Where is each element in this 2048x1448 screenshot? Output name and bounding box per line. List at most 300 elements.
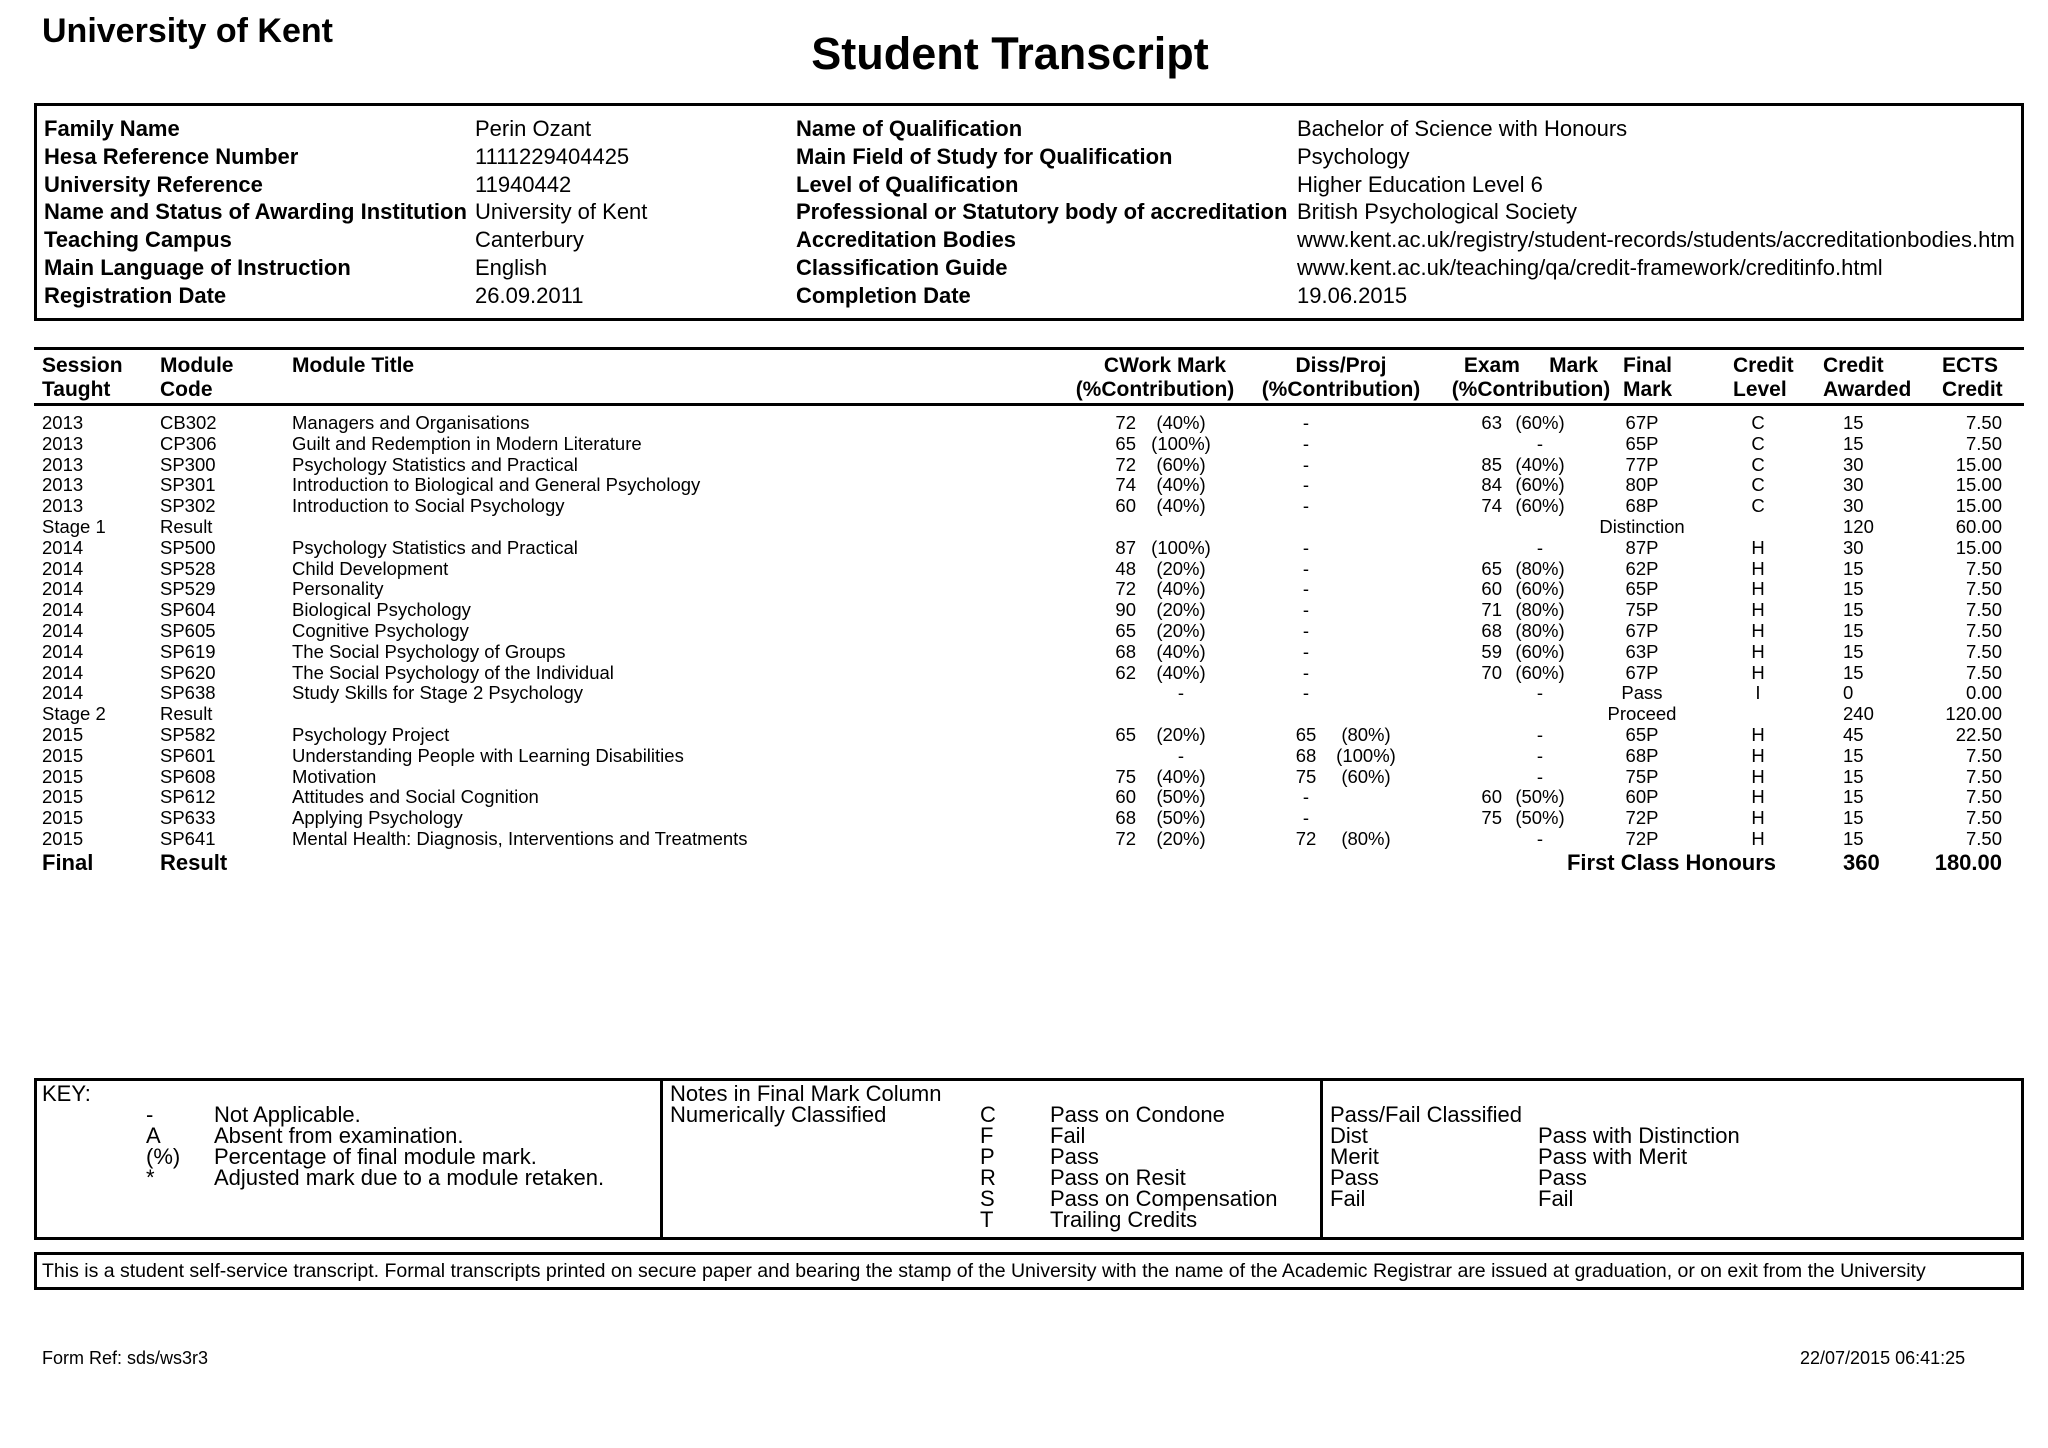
key-description: Absent from examination. [214, 1123, 464, 1148]
final-mark-cell: 65P [1625, 432, 1659, 454]
diss-pct-cell: (100%) [1336, 744, 1396, 766]
diss-mark-cell: - [1302, 495, 1310, 517]
module-code-cell: Result [160, 703, 213, 725]
institution-name: University of Kent [42, 12, 333, 50]
exam-mark-cell: 75 [1481, 807, 1502, 829]
passfail-symbol: Dist [1330, 1123, 1368, 1148]
diss-mark-cell: - [1302, 661, 1310, 683]
info-value: www.kent.ac.uk/teaching/qa/credit-framework/creditinfo.html [1297, 255, 1883, 280]
info-value: 19.06.2015 [1297, 282, 1408, 308]
module-code-cell: SP302 [160, 495, 216, 517]
session-cell: 2015 [42, 765, 84, 787]
module-code-cell: SP620 [160, 661, 216, 683]
session-cell: 2014 [42, 536, 84, 558]
credit-awarded-cell: 120 [1843, 516, 1874, 537]
module-code-cell: SP529 [160, 578, 216, 600]
cwork-pct-cell: (20%) [1156, 828, 1206, 849]
final-mark-cell: 60P [1625, 786, 1659, 808]
diss-mark-cell: - [1302, 640, 1310, 662]
table-row [0, 724, 2048, 745]
ects-cell: 22.50 [1955, 724, 2002, 745]
exam-pct-cell: (60%) [1515, 640, 1565, 662]
table-row [0, 828, 2048, 849]
module-title-cell: Applying Psychology [292, 807, 463, 829]
key-title: KEY: [42, 1081, 91, 1106]
final-mark-cell: 72P [1625, 828, 1659, 849]
exam-pct-cell: (80%) [1515, 599, 1565, 621]
final-mark-cell: 65P [1625, 578, 1659, 600]
table-row [0, 537, 2048, 558]
module-title-cell: Mental Health: Diagnosis, Interventions and Treatments [292, 828, 748, 849]
credit-awarded-cell: 15 [1843, 786, 1864, 808]
exam-mark-cell: 68 [1481, 620, 1502, 641]
passfail-description: Pass [1538, 1165, 1587, 1190]
col-header-ects: ECTS Credit [1942, 354, 2003, 401]
passfail-title: Pass/Fail Classified [1330, 1102, 1522, 1127]
credit-awarded-cell: 15 [1843, 620, 1864, 641]
session-cell: 2015 [42, 807, 84, 829]
info-value: 1111229404425 [475, 143, 630, 169]
final-mark-cell: Proceed [1607, 703, 1677, 725]
cwork-pct-cell: (40%) [1156, 412, 1206, 433]
exam-pct-cell: (60%) [1515, 578, 1565, 600]
table-row [0, 412, 2048, 433]
cwork-mark-cell: 48 [1115, 557, 1136, 579]
form-reference: Form Ref: sds/ws3r3 [42, 1348, 209, 1368]
module-title-cell: The Social Psychology of Groups [292, 640, 566, 662]
module-code-cell: SP608 [160, 765, 216, 787]
credit-awarded-cell: 45 [1843, 724, 1864, 745]
key-symbol: A [146, 1123, 161, 1148]
notes-description: Fail [1050, 1123, 1086, 1148]
ects-cell: 7.50 [1965, 412, 2002, 433]
table-row [0, 662, 2048, 683]
col-header-session: Session Taught [42, 354, 123, 401]
final-result-row [0, 851, 2048, 875]
ects-cell: 7.50 [1965, 640, 2002, 662]
session-cell: 2013 [42, 432, 84, 454]
module-title-cell: The Social Psychology of the Individual [292, 661, 614, 683]
cwork-mark-cell: 68 [1115, 807, 1136, 829]
notes-symbol: C [980, 1102, 996, 1127]
info-value: 26.09.2011 [475, 282, 584, 308]
table-row [0, 682, 2048, 703]
key-description: Adjusted mark due to a module retaken. [214, 1165, 605, 1190]
ects-cell: 7.50 [1965, 620, 2002, 641]
exam-pct-cell: (80%) [1515, 620, 1565, 641]
info-label: Professional or Statutory body of accreditation [796, 199, 1288, 225]
session-cell: 2015 [42, 744, 84, 766]
exam-pct-cell: (60%) [1515, 495, 1565, 517]
col-header-final: Final Mark [1623, 354, 1673, 401]
cwork-mark-cell: 75 [1115, 765, 1136, 787]
info-value: English [475, 255, 548, 280]
info-label: Level of Qualification [796, 171, 1019, 197]
credit-awarded-cell: 15 [1843, 557, 1864, 579]
diss-pct-cell: (80%) [1341, 828, 1391, 849]
module-title-cell: Understanding People with Learning Disabilities [292, 744, 684, 766]
key-symbol: * [146, 1165, 155, 1190]
key-symbol: - [146, 1102, 154, 1127]
credit-level-cell: C [1751, 495, 1765, 517]
exam-mark-cell: 85 [1481, 453, 1502, 475]
cwork-mark-cell: 90 [1115, 599, 1136, 621]
table-row [0, 599, 2048, 620]
diss-mark-cell: - [1302, 682, 1310, 704]
diss-mark-cell: 68 [1295, 744, 1317, 766]
ects-cell: 15.00 [1955, 453, 2002, 475]
key-divider [660, 1078, 663, 1240]
module-title-cell: Introduction to Biological and General Psychology [292, 474, 701, 496]
key-description: Percentage of final module mark. [214, 1144, 537, 1169]
col-header-level: Credit Level [1733, 354, 1794, 401]
credit-level-cell: H [1751, 828, 1765, 849]
exam-mark-cell: 74 [1481, 495, 1502, 517]
session-cell: 2014 [42, 620, 84, 641]
final-code: Result [160, 850, 228, 875]
credit-awarded-cell: 30 [1843, 536, 1864, 558]
cwork-mark-cell: 62 [1115, 661, 1136, 683]
exam-mark-cell: 65 [1481, 557, 1502, 579]
diss-mark-cell: 75 [1295, 765, 1317, 787]
info-label: University Reference [44, 171, 263, 197]
credit-awarded-cell: 15 [1843, 828, 1864, 849]
info-label: Teaching Campus [44, 227, 232, 253]
session-cell: 2013 [42, 474, 84, 496]
table-row [0, 578, 2048, 599]
credit-awarded-cell: 15 [1843, 765, 1864, 787]
passfail-description: Pass with Merit [1538, 1144, 1688, 1169]
print-timestamp: 22/07/2015 06:41:25 [1800, 1348, 1966, 1368]
module-title-cell: Psychology Statistics and Practical [292, 536, 578, 558]
final-mark-cell: 67P [1625, 661, 1659, 683]
ects-cell: 7.50 [1965, 744, 2002, 766]
cwork-pct-cell: (20%) [1156, 724, 1206, 745]
cwork-pct-cell: - [1177, 744, 1185, 766]
col-header-code: Module Code [160, 354, 234, 401]
info-label: Name of Qualification [796, 116, 1023, 141]
table-row [0, 786, 2048, 807]
cwork-mark-cell: 65 [1115, 432, 1136, 454]
table-row [0, 454, 2048, 475]
notes-subtitle: Numerically Classified [670, 1102, 887, 1127]
final-mark-cell: 67P [1625, 412, 1659, 433]
cwork-pct-cell: (40%) [1156, 495, 1206, 517]
notes-symbol: R [980, 1165, 996, 1190]
module-title-cell: Guilt and Redemption in Modern Literature [292, 432, 642, 454]
credit-awarded-cell: 15 [1843, 661, 1864, 683]
passfail-description: Fail [1538, 1186, 1574, 1211]
module-code-cell: CB302 [160, 412, 217, 433]
cwork-mark-cell: 72 [1115, 578, 1136, 600]
exam-pct-cell: (80%) [1515, 557, 1565, 579]
module-code-cell: CP306 [160, 432, 217, 454]
table-top-rule [34, 347, 2024, 350]
final-mark-cell: 68P [1625, 495, 1659, 517]
module-title-cell: Introduction to Social Psychology [292, 495, 565, 517]
cwork-pct-cell: (100%) [1151, 536, 1211, 558]
disclaimer-text: This is a student self-service transcript. Formal transcripts printed on secure paper and bearing the stamp of the University with the name of the Academic Registrar are issued at graduation, or on exit from the University [42, 1260, 1926, 1282]
info-label: Registration Date [44, 282, 227, 308]
credit-level-cell: H [1751, 578, 1765, 600]
cwork-pct-cell: (40%) [1156, 765, 1206, 787]
diss-mark-cell: - [1302, 474, 1310, 496]
cwork-pct-cell: (20%) [1156, 557, 1206, 579]
cwork-mark-cell: 60 [1115, 495, 1136, 517]
credit-awarded-cell: 15 [1843, 640, 1864, 662]
notes-description: Pass on Resit [1050, 1165, 1186, 1190]
notes-description: Trailing Credits [1050, 1207, 1198, 1232]
final-mark-cell: 80P [1625, 474, 1659, 496]
cwork-mark-cell: 72 [1115, 412, 1136, 433]
student-info-box [34, 103, 2024, 321]
col-header-awarded: Credit Awarded [1823, 354, 1912, 401]
session-cell: 2013 [42, 453, 84, 475]
session-cell: 2014 [42, 640, 84, 662]
ects-cell: 7.50 [1965, 557, 2002, 579]
diss-mark-cell: - [1302, 557, 1310, 579]
table-row [0, 620, 2048, 641]
final-mark-cell: 65P [1625, 724, 1659, 745]
info-label: Classification Guide [796, 255, 1008, 280]
exam-pct-cell: - [1536, 682, 1544, 704]
credit-awarded-cell: 15 [1843, 412, 1864, 433]
cwork-mark-cell: 68 [1115, 640, 1136, 662]
cwork-mark-cell: 60 [1115, 786, 1136, 808]
passfail-symbol: Fail [1330, 1186, 1366, 1211]
info-label: Family Name [44, 116, 180, 141]
module-code-cell: SP638 [160, 682, 216, 704]
credit-level-cell: H [1751, 620, 1765, 641]
table-row [0, 558, 2048, 579]
credit-awarded-cell: 30 [1843, 453, 1864, 475]
session-cell: 2014 [42, 661, 84, 683]
table-row [0, 495, 2048, 516]
key-divider [1320, 1078, 1323, 1240]
notes-symbol: T [980, 1207, 994, 1232]
credit-awarded-cell: 30 [1843, 474, 1864, 496]
diss-mark-cell: 65 [1295, 724, 1317, 745]
final-mark-cell: Distinction [1599, 516, 1685, 537]
exam-mark-cell: 70 [1481, 661, 1502, 683]
session-cell: Stage 1 [42, 516, 106, 537]
session-cell: 2013 [42, 412, 84, 433]
credit-awarded-cell: 15 [1843, 744, 1864, 766]
credit-level-cell: H [1751, 640, 1765, 662]
cwork-pct-cell: (100%) [1151, 432, 1211, 454]
credit-level-cell: H [1751, 536, 1765, 558]
cwork-pct-cell: (60%) [1156, 453, 1206, 475]
diss-mark-cell: - [1302, 599, 1310, 621]
diss-mark-cell: - [1302, 536, 1310, 558]
ects-cell: 15.00 [1955, 495, 2002, 517]
cwork-mark-cell: 72 [1115, 828, 1136, 849]
ects-cell: 7.50 [1965, 828, 2002, 849]
cwork-pct-cell: (20%) [1156, 620, 1206, 641]
document-title: Student Transcript [811, 28, 1209, 79]
credit-awarded-cell: 15 [1843, 807, 1864, 829]
exam-pct-cell: - [1536, 765, 1544, 787]
credit-awarded-cell: 15 [1843, 432, 1864, 454]
module-code-cell: SP633 [160, 807, 216, 829]
final-mark-cell: 63P [1625, 640, 1659, 662]
module-code-cell: SP300 [160, 453, 216, 475]
diss-mark-cell: - [1302, 786, 1310, 808]
col-header-exam: Exam Mark (%Contribution) [1451, 354, 1611, 401]
credit-level-cell: H [1751, 786, 1765, 808]
passfail-description: Pass with Distinction [1538, 1123, 1740, 1148]
cwork-mark-cell: 74 [1115, 474, 1136, 496]
module-title-cell: Study Skills for Stage 2 Psychology [292, 682, 584, 704]
ects-cell: 7.50 [1965, 578, 2002, 600]
passfail-symbol: Pass [1330, 1165, 1379, 1190]
credit-level-cell: I [1755, 682, 1761, 704]
module-code-cell: SP619 [160, 640, 216, 662]
notes-description: Pass on Condone [1050, 1102, 1225, 1127]
credit-level-cell: H [1751, 765, 1765, 787]
info-value: www.kent.ac.uk/registry/student-records/students/accreditationbodies.htm [1297, 227, 2015, 253]
ects-cell: 15.00 [1955, 474, 2002, 496]
credit-awarded-cell: 30 [1843, 495, 1864, 517]
final-mark-cell: 77P [1625, 453, 1659, 475]
module-title-cell: Psychology Statistics and Practical [292, 453, 578, 475]
final-mark-cell: Pass [1621, 682, 1663, 704]
exam-pct-cell: (50%) [1515, 807, 1565, 829]
cwork-pct-cell: (50%) [1156, 807, 1206, 829]
credit-awarded-cell: 0 [1843, 682, 1854, 704]
module-title-cell: Attitudes and Social Cognition [292, 786, 539, 808]
ects-cell: 0.00 [1965, 682, 2002, 704]
table-row [0, 745, 2048, 766]
credit-awarded-cell: 15 [1843, 599, 1864, 621]
session-cell: 2014 [42, 557, 84, 579]
table-row [0, 641, 2048, 662]
notes-title: Notes in Final Mark Column [670, 1081, 942, 1106]
module-code-cell: Result [160, 516, 213, 537]
final-session: Final [42, 850, 94, 875]
module-title-cell: Motivation [292, 765, 377, 787]
notes-symbol: S [980, 1186, 995, 1211]
final-mark-cell: 67P [1625, 620, 1659, 641]
cwork-mark-cell: 65 [1115, 724, 1136, 745]
final-mark-cell: 87P [1625, 536, 1659, 558]
info-value: Bachelor of Science with Honours [1297, 116, 1628, 141]
final-mark-cell: 62P [1625, 557, 1659, 579]
session-cell: 2015 [42, 828, 84, 849]
table-row [0, 474, 2048, 495]
final-mark-cell: 68P [1625, 744, 1659, 766]
table-row [0, 766, 2048, 787]
module-code-cell: SP301 [160, 474, 216, 496]
exam-pct-cell: (60%) [1515, 412, 1565, 433]
diss-mark-cell: - [1302, 412, 1310, 433]
ects-cell: 7.50 [1965, 786, 2002, 808]
table-row [0, 703, 2048, 724]
diss-mark-cell: - [1302, 432, 1310, 454]
info-value: Canterbury [475, 227, 584, 253]
final-mark-cell: 75P [1625, 765, 1659, 787]
notes-symbol: F [980, 1123, 994, 1148]
credit-level-cell: H [1751, 661, 1765, 683]
diss-mark-cell: - [1302, 453, 1310, 475]
cwork-pct-cell: (20%) [1156, 599, 1206, 621]
table-row [0, 807, 2048, 828]
info-value: University of Kent [475, 199, 648, 225]
ects-cell: 15.00 [1955, 536, 2002, 558]
diss-mark-cell: 72 [1295, 828, 1317, 849]
key-symbol: (%) [146, 1144, 181, 1169]
cwork-pct-cell: (40%) [1156, 661, 1206, 683]
credit-level-cell: H [1751, 557, 1765, 579]
exam-pct-cell: - [1536, 536, 1544, 558]
ects-cell: 60.00 [1955, 516, 2002, 537]
diss-mark-cell: - [1302, 807, 1310, 829]
notes-description: Pass on Compensation [1050, 1186, 1278, 1211]
module-title-cell: Child Development [292, 557, 449, 579]
exam-pct-cell: - [1536, 432, 1544, 454]
module-code-cell: SP605 [160, 620, 216, 641]
exam-mark-cell: 71 [1481, 599, 1502, 621]
info-label: Accreditation Bodies [796, 227, 1017, 253]
module-code-cell: SP641 [160, 828, 216, 849]
exam-pct-cell: - [1536, 828, 1544, 849]
diss-mark-cell: - [1302, 578, 1310, 600]
cwork-mark-cell: 87 [1115, 536, 1136, 558]
cwork-pct-cell: (40%) [1156, 474, 1206, 496]
info-value: British Psychological Society [1297, 199, 1578, 225]
final-credits-awarded: 360 [1843, 850, 1880, 875]
module-code-cell: SP612 [160, 786, 216, 808]
cwork-mark-cell: 72 [1115, 453, 1136, 475]
exam-mark-cell: 60 [1481, 578, 1502, 600]
diss-pct-cell: (60%) [1341, 765, 1391, 787]
module-title-cell: Managers and Organisations [292, 412, 530, 433]
credit-awarded-cell: 240 [1843, 703, 1874, 725]
session-cell: 2013 [42, 495, 84, 517]
credit-level-cell: C [1751, 474, 1765, 496]
module-code-cell: SP500 [160, 536, 216, 558]
module-title-cell: Cognitive Psychology [292, 620, 469, 641]
notes-symbol: P [980, 1144, 995, 1169]
info-value: Psychology [1297, 143, 1410, 169]
cwork-mark-cell: 65 [1115, 620, 1136, 641]
module-code-cell: SP582 [160, 724, 216, 745]
session-cell: 2015 [42, 724, 84, 745]
cwork-pct-cell: (40%) [1156, 640, 1206, 662]
info-value: Perin Ozant [475, 116, 592, 141]
module-code-cell: SP601 [160, 744, 216, 766]
exam-pct-cell: - [1536, 744, 1544, 766]
ects-cell: 7.50 [1965, 765, 2002, 787]
exam-pct-cell: (60%) [1515, 474, 1565, 496]
module-code-cell: SP604 [160, 599, 216, 621]
ects-cell: 7.50 [1965, 661, 2002, 683]
table-row [0, 516, 2048, 537]
info-value: Higher Education Level 6 [1297, 171, 1543, 197]
credit-level-cell: H [1751, 724, 1765, 745]
exam-mark-cell: 59 [1481, 640, 1502, 662]
col-header-cwork: CWork Mark (%Contribution) [1075, 354, 1235, 401]
col-header-title: Module Title [292, 354, 415, 377]
ects-cell: 7.50 [1965, 807, 2002, 829]
exam-pct-cell: - [1536, 724, 1544, 745]
session-cell: 2015 [42, 786, 84, 808]
cwork-pct-cell: - [1177, 682, 1185, 704]
session-cell: 2014 [42, 578, 84, 600]
ects-cell: 7.50 [1965, 432, 2002, 454]
credit-level-cell: C [1751, 432, 1765, 454]
info-label: Completion Date [796, 282, 971, 308]
